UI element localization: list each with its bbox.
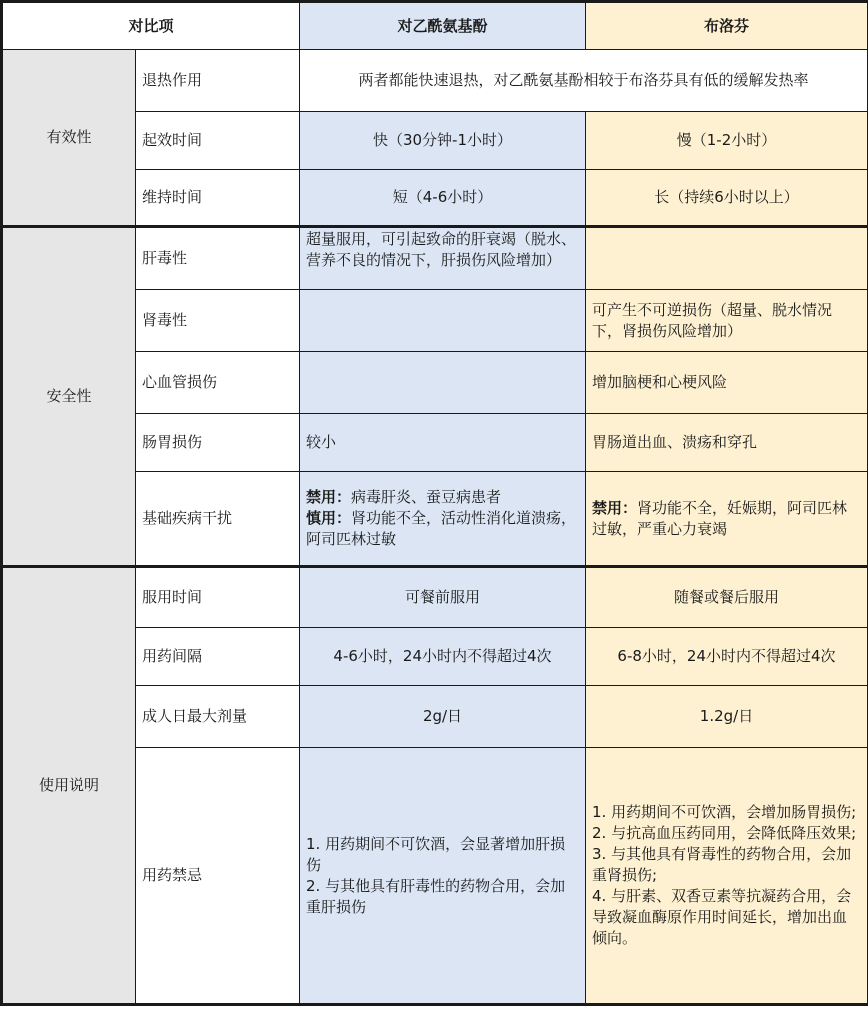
cell-cardio-a (300, 352, 586, 414)
disease-a-caution (306, 508, 579, 550)
cell-duration-b: 长（持续6小时以上） (586, 170, 868, 228)
row-label-disease-interference: 基础疾病干扰 (136, 472, 300, 568)
cell-disease-b (586, 472, 868, 568)
group-safety: 安全性 (0, 228, 136, 568)
row-label-dosing-time: 服用时间 (136, 568, 300, 628)
row-label-fever-reduction: 退热作用 (136, 50, 300, 112)
contra-b-item: 1. 用药期间不可饮酒，会增加肠胃损伤; (592, 803, 857, 821)
group-usage: 使用说明 (0, 568, 136, 1006)
row-label-liver-toxicity: 肝毒性 (136, 228, 300, 290)
row-label-max-dose: 成人日最大剂量 (136, 686, 300, 748)
cell-duration-a: 短（4-6小时） (300, 170, 586, 228)
row-label-gi-damage: 肠胃损伤 (136, 414, 300, 472)
cell-onset-b: 慢（1-2小时） (586, 112, 868, 170)
contra-b-item: 3. 与其他具有肾毒性的药物合用，会加重肾损伤; (592, 845, 852, 884)
row-label-onset-time: 起效时间 (136, 112, 300, 170)
cell-onset-a: 快（30分钟-1小时） (300, 112, 586, 170)
cell-disease-a (300, 472, 586, 568)
cell-interval-a: 4-6小时，24小时内不得超过4次 (300, 628, 586, 686)
cell-max-dose-a: 2g/日 (300, 686, 586, 748)
cell-kidney-a (300, 290, 586, 352)
contra-a-item: 2. 与其他具有肝毒性的药物合用，会加重肝损伤 (306, 876, 566, 916)
ban-text: 病毒肝炎、蚕豆病患者 (351, 488, 502, 506)
cell-dosing-time-a: 可餐前服用 (300, 568, 586, 628)
cell-liver-a: 超量服用，可引起致命的肝衰竭（脱水、营养不良的情况下，肝损伤风险增加） (300, 228, 586, 290)
ban-text: 肾功能不全，妊娠期，阿司匹林过敏，严重心力衰竭 (592, 498, 848, 538)
ban-label: 禁用： (592, 498, 638, 517)
row-label-cardio: 心血管损伤 (136, 352, 300, 414)
contra-a-item: 1. 用药期间不可饮酒，会显著增加肝损伤 (306, 834, 566, 874)
cell-contra-a (300, 748, 586, 1006)
row-label-contraindications: 用药禁忌 (136, 748, 300, 1006)
caution-text: 肾功能不全，活动性消化道溃疡，阿司匹林过敏 (306, 509, 577, 548)
ban-label: 禁用： (306, 488, 352, 506)
group-efficacy: 有效性 (0, 50, 136, 228)
header-acetaminophen: 对乙酰氨基酚 (300, 0, 586, 50)
disease-a-ban (306, 487, 501, 508)
cell-gi-a: 较小 (300, 414, 586, 472)
header-compare-item: 对比项 (0, 0, 300, 50)
caution-label: 慎用： (306, 509, 352, 527)
header-ibuprofen: 布洛芬 (586, 0, 868, 50)
cell-cardio-b: 增加脑梗和心梗风险 (586, 352, 868, 414)
disease-b-ban (592, 498, 861, 540)
cell-interval-b: 6-8小时，24小时内不得超过4次 (586, 628, 868, 686)
cell-dosing-time-b: 随餐或餐后服用 (586, 568, 868, 628)
contra-b-item: 2. 与抗高血压药同用，会降低降压效果; (592, 824, 857, 842)
cell-gi-b: 胃肠道出血、溃疡和穿孔 (586, 414, 868, 472)
contra-b-item: 4. 与肝素、双香豆素等抗凝药合用，会导致凝血酶原作用时间延长，增加出血倾向。 (592, 887, 852, 947)
row-label-interval: 用药间隔 (136, 628, 300, 686)
cell-liver-b (586, 228, 868, 290)
cell-max-dose-b: 1.2g/日 (586, 686, 868, 748)
cell-kidney-b: 可产生不可逆损伤（超量、脱水情况下，肾损伤风险增加） (586, 290, 868, 352)
row-label-duration: 维持时间 (136, 170, 300, 228)
cell-contra-b (586, 748, 868, 1006)
cell-fever-reduction-merged: 两者都能快速退热，对乙酰氨基酚相较于布洛芬具有低的缓解发热率 (300, 50, 868, 112)
row-label-kidney-toxicity: 肾毒性 (136, 290, 300, 352)
